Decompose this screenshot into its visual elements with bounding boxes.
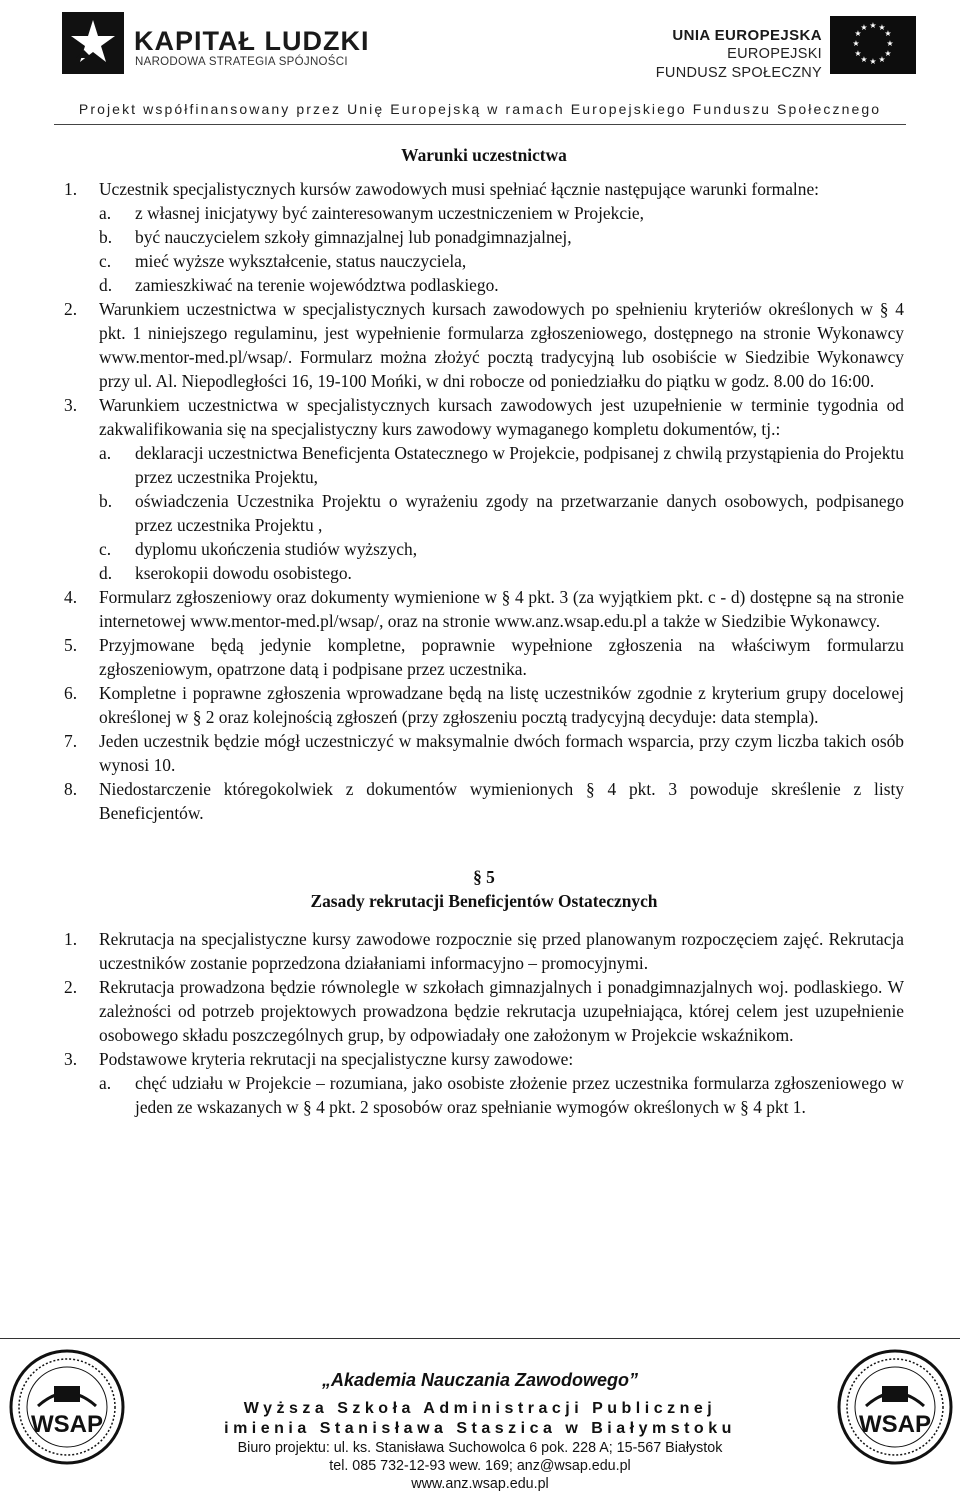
section-symbol: § 5	[473, 867, 495, 887]
svg-text:★: ★	[886, 39, 894, 48]
item-number: 2.	[64, 299, 78, 319]
sub-letter: b.	[99, 227, 113, 247]
item-number: 7.	[64, 731, 78, 751]
item-text: Jeden uczestnik będzie mógł uczestniczyć w maksymalnie dwóch formach wsparcia, przy czym liczba takich osób wynosi 10.	[99, 731, 904, 775]
item-text: Przyjmowane będą jedynie kompletne, poprawnie wypełnione zgłoszenia na właściwym formularzu zgłoszeniowym, opatrzone datą i podpisane przez uczestnika.	[99, 635, 904, 679]
contact-line: tel. 085 732-12-93 wew. 169; anz@wsap.edu.pl	[329, 1458, 631, 1474]
list-item	[64, 585, 904, 633]
svg-text:★: ★	[854, 49, 862, 58]
list-item	[64, 633, 904, 681]
list-item	[64, 777, 904, 825]
item-text: Niedostarczenie któregokolwiek z dokumentów wymienionych § 4 pkt. 3 powoduje skreślenie z listy Beneficjentów.	[99, 779, 904, 823]
svg-text:★: ★	[878, 23, 886, 32]
regulation-content	[64, 143, 904, 1119]
header-divider	[54, 124, 906, 125]
sublist-item	[99, 249, 904, 273]
section-title-recruitment: Zasady rekrutacji Beneficjentów Ostatecznych	[310, 891, 658, 911]
list-item	[64, 681, 904, 729]
item-number: 1.	[64, 929, 78, 949]
sub-text: kserokopii dowodu osobistego.	[135, 563, 352, 583]
list-item	[64, 927, 904, 975]
section-title-conditions: Warunki uczestnictwa	[401, 145, 567, 165]
list-item	[64, 393, 904, 585]
item-text: Rekrutacja na specjalistyczne kursy zawodowe rozpocznie się przed planowanym rozpoczęciem zajęć. Rekrutacja uczestników zostanie poprzedzona działaniami informacyjno – promocyjnymi.	[99, 929, 904, 973]
sublist-item	[99, 201, 904, 225]
website-line: www.anz.wsap.edu.pl	[411, 1476, 549, 1492]
conditions-list	[64, 177, 904, 825]
list-item	[64, 177, 904, 297]
item-number: 3.	[64, 395, 78, 415]
sub-text: dyplomu ukończenia studiów wyższych,	[135, 539, 418, 559]
page-footer	[0, 1330, 960, 1499]
svg-text:★: ★	[878, 55, 886, 64]
project-cofinancing-line: Projekt współfinansowany przez Unię Europejską w ramach Europejskiego Funduszu Społecznego	[78, 101, 882, 117]
sub-letter: c.	[99, 251, 112, 271]
item-number: 2.	[64, 977, 78, 997]
sub-text: z własnej inicjatywy być zainteresowanym uczestniczeniem w Projekcie,	[135, 203, 644, 223]
eu-flag-icon	[830, 16, 916, 74]
item-text: Warunkiem uczestnictwa w specjalistycznych kursach zawodowych jest uzupełnienie w terminie tygodnia od zakwalifikowania się na specjalistyczny kurs zawodowy wymaganego kompletu dokumentów, tj.:	[99, 395, 904, 439]
eu-logo-text	[656, 26, 822, 83]
sublist	[99, 441, 904, 585]
item-number: 6.	[64, 683, 78, 703]
svg-text:★: ★	[884, 49, 892, 58]
university-name-line-2: imienia Stanisława Staszica w Białymstoku	[224, 1420, 736, 1437]
svg-text:★: ★	[854, 29, 862, 38]
item-number: 8.	[64, 779, 78, 799]
sub-text: mieć wyższe wykształcenie, status nauczyciela,	[135, 251, 467, 271]
list-item	[64, 729, 904, 777]
item-number: 5.	[64, 635, 78, 655]
project-office-address: Biuro projektu: ul. ks. Stanisława Suchowolca 6 pok. 228 A; 15-567 Białystok	[237, 1440, 723, 1456]
eu-line-3: FUNDUSZ SPOŁECZNY	[655, 65, 822, 81]
sublist-item	[99, 225, 904, 249]
sublist-item	[99, 441, 904, 489]
footer-text	[170, 1370, 790, 1493]
sub-letter: d.	[99, 275, 113, 295]
sublist-item	[99, 561, 904, 585]
eu-line-1: UNIA EUROPEJSKA	[672, 27, 822, 44]
sub-letter: d.	[99, 563, 113, 583]
item-text: Uczestnik specjalistycznych kursów zawodowych musi spełniać łącznie następujące warunki formalne:	[99, 179, 820, 199]
list-item	[64, 1047, 904, 1119]
item-text: Podstawowe kryteria rekrutacji na specjalistyczne kursy zawodowe:	[99, 1049, 574, 1069]
recruitment-list	[64, 927, 904, 1119]
page-header	[0, 0, 960, 130]
sub-letter: a.	[99, 443, 112, 463]
academy-name: „Akademia Nauczania Zawodowego”	[321, 1370, 639, 1390]
sub-letter: a.	[99, 1073, 112, 1093]
seal-text: WSAP	[31, 1411, 103, 1438]
wsap-seal-icon	[8, 1348, 126, 1466]
item-text: Kompletne i poprawne zgłoszenia wprowadzane będą na listę uczestników zgodnie z kryterium grupy docelowej określonej w § 2 oraz kolejnością zgłoszeń (przy zgłoszeniu pocztą tradycyjną decyduje: data stempla).	[99, 683, 904, 727]
item-text: Rekrutacja prowadzona będzie równolegle w szkołach gimnazjalnych i ponadgimnazjalnych woj. podlaskiego. W zależności od potrzeb projektowych prowadzona będzie rekrutacja uzupełniająca, której celem jest uzupełnienie osobowego składu poszczególnych grup, by odpowiadały one założonym w Projekcie wskaźnikom.	[99, 977, 904, 1045]
sub-text: oświadczenia Uczestnika Projektu o wyrażeniu zgody na przetwarzanie danych osobowych, podpisanego przez uczestnika Projektu ,	[135, 491, 904, 535]
item-number: 4.	[64, 587, 78, 607]
sub-letter: c.	[99, 539, 112, 559]
kapital-ludzki-logo-icon	[62, 12, 124, 74]
svg-text:★: ★	[869, 21, 877, 30]
sub-letter: b.	[99, 491, 113, 511]
list-item	[64, 975, 904, 1047]
sub-text: chęć udziału w Projekcie – rozumiana, jako osobiste złożenie przez uczestnika formularza zgłoszeniowego w jeden ze wskazanych w § 4 pkt. 2 sposobów oraz spełnianie wymogów określonych w § 4 pkt 1.	[135, 1073, 904, 1117]
university-name-line-1: Wyższa Szkoła Administracji Publicznej	[243, 1400, 717, 1417]
sublist	[99, 1071, 904, 1119]
item-text: Warunkiem uczestnictwa w specjalistycznych kursach zawodowych po spełnieniu kryteriów określonych w § 4 pkt. 1 niniejszego regulaminu, jest wypełnienie formularza zgłoszeniowego, dostępnego na stronie Wykonawcy www.mentor-med.pl/wsap/. Formularz można złożyć pocztą tradycyjną lub osobiście w Siedzibie Wykonawcy przy ul. Al. Niepodległości 16, 19-100 Mońki, w dni robocze od poniedziałku do piątku w godz. 8.00 do 16:00.	[99, 299, 904, 391]
sub-text: być nauczycielem szkoły gimnazjalnej lub ponadgimnazjalnej,	[135, 227, 572, 247]
item-text: Formularz zgłoszeniowy oraz dokumenty wymienione w § 4 pkt. 3 (za wyjątkiem pkt. c - d) dostępne są na stronie internetowej www.mentor-med.pl/wsap/, oraz na stronie www.anz.wsap.edu.pl a także w Siedzibie Wykonawcy.	[99, 587, 904, 631]
svg-text:★: ★	[860, 55, 868, 64]
svg-text:★: ★	[869, 57, 877, 66]
sub-text: zamieszkiwać na terenie województwa podlaskiego.	[135, 275, 499, 295]
svg-text:★: ★	[852, 39, 860, 48]
sublist-item	[99, 273, 904, 297]
item-number: 1.	[64, 179, 78, 199]
item-number: 3.	[64, 1049, 78, 1069]
sublist	[99, 201, 904, 297]
kapital-ludzki-title: KAPITAŁ LUDZKI	[134, 26, 370, 56]
eu-line-2: EUROPEJSKI	[727, 46, 822, 62]
footer-divider	[0, 1338, 960, 1339]
seal-text: WSAP	[859, 1411, 931, 1438]
wsap-seal-icon	[836, 1348, 954, 1466]
sublist-item	[99, 537, 904, 561]
svg-text:★: ★	[884, 29, 892, 38]
sub-letter: a.	[99, 203, 112, 223]
list-item	[64, 297, 904, 393]
sublist-item	[99, 1071, 904, 1119]
kapital-ludzki-subtitle: NARODOWA STRATEGIA SPÓJNOŚCI	[135, 56, 348, 68]
sub-text: deklaracji uczestnictwa Beneficjenta Ostatecznego w Projekcie, podpisanej z chwilą przystąpienia do Projektu przez uczestnika Projektu,	[135, 443, 904, 487]
svg-text:★: ★	[860, 23, 868, 32]
sublist-item	[99, 489, 904, 537]
